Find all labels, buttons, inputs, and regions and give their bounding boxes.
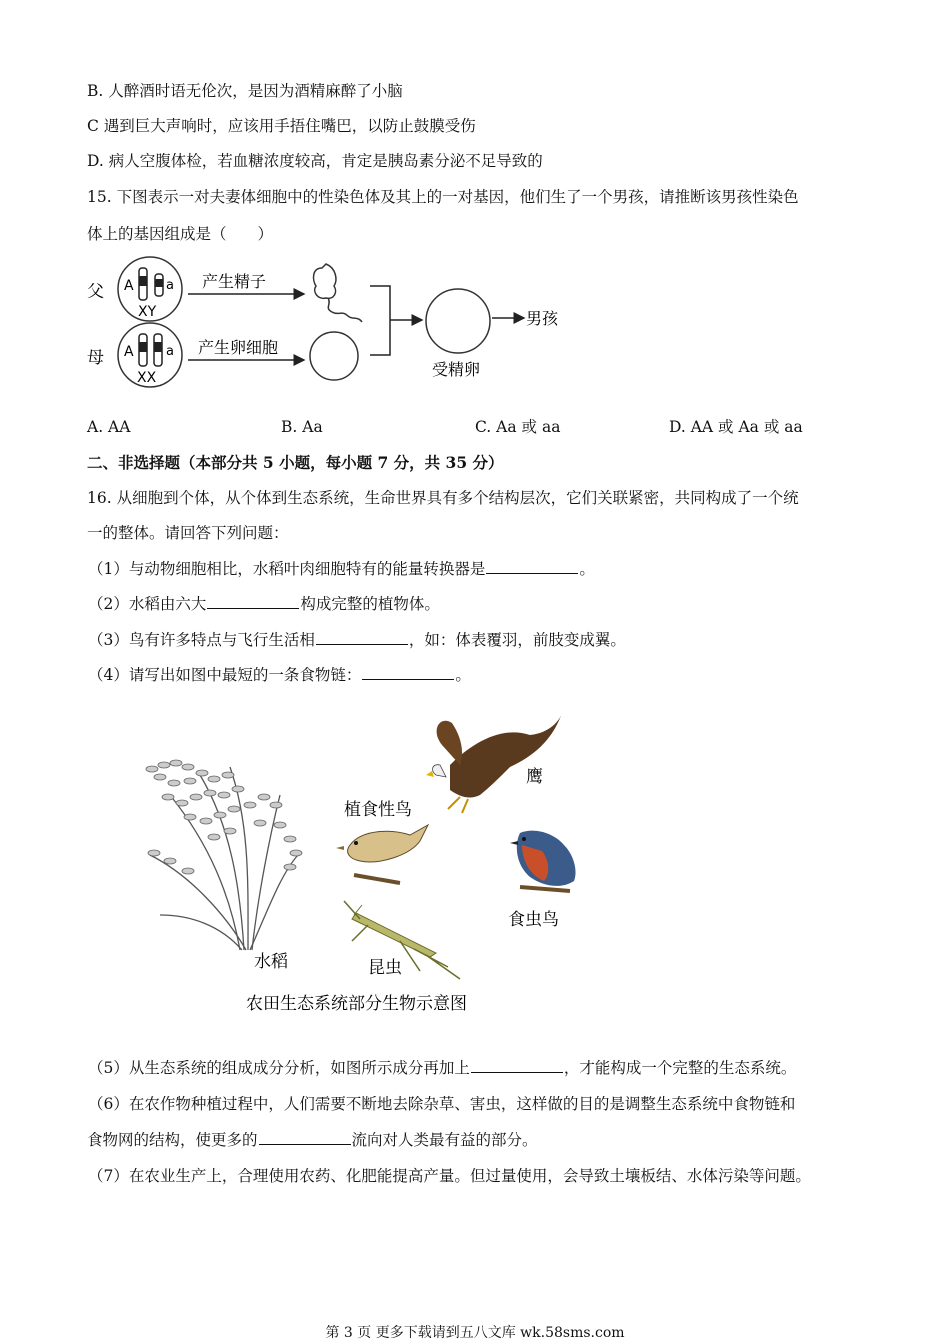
option-15-d: D. AA 或 Aa 或 aa xyxy=(669,418,803,436)
father-gene-small-a: a xyxy=(166,278,174,293)
figure-caption: 农田生态系统部分生物示意图 xyxy=(246,994,467,1014)
answer-blank-5[interactable] xyxy=(471,1058,563,1073)
option-15-b: B. Aa xyxy=(281,418,323,436)
question-16-part-4: （4）请写出如图中最短的一条食物链： 。 xyxy=(88,666,471,684)
option-15-a: A. AA xyxy=(87,418,131,436)
question-16-part-5: （5）从生态系统的组成成分分析，如图所示成分再加上 ，才能构成一个完整的生态系统。 xyxy=(88,1059,797,1077)
mother-label: 母 xyxy=(87,348,104,368)
father-label: 父 xyxy=(87,282,104,302)
mother-xx-label: XX xyxy=(137,370,157,386)
answer-blank-2[interactable] xyxy=(207,594,299,609)
question-15-line-2: 体上的基因组成是（ ） xyxy=(87,225,274,243)
father-gene-big-a: A xyxy=(124,278,134,294)
answer-blank-4[interactable] xyxy=(362,665,454,680)
option-d-line: D. 病人空腹体检，若血糖浓度较高，肯定是胰岛素分泌不足导致的 xyxy=(87,152,543,170)
question-16-line-1: 16. 从细胞到个体，从个体到生态系统，生命世界具有多个结构层次，它们关联紧密，共同构成了一个统 xyxy=(87,489,799,507)
rice-plant-icon xyxy=(146,760,302,950)
herbivorous-bird-icon xyxy=(336,825,428,883)
mother-gene-small-a: a xyxy=(166,344,174,359)
egg-arrow-label: 产生卵细胞 xyxy=(198,338,279,357)
option-b-line: B. 人醉酒时语无伦次，是因为酒精麻醉了小脑 xyxy=(87,82,403,100)
egg-cell-icon xyxy=(310,332,358,380)
answer-blank-3[interactable] xyxy=(316,630,408,645)
mother-gene-big-a: A xyxy=(124,344,134,360)
question-15-line-1: 15. 下图表示一对夫妻体细胞中的性染色体及其上的一对基因，他们生了一个男孩，请推断该男孩性染色 xyxy=(87,188,799,206)
zygote-cell-icon xyxy=(426,289,490,353)
question-16-part-1: （1）与动物细胞相比，水稻叶肉细胞特有的能量转换器是 。 xyxy=(88,560,595,578)
sperm-arrow-label: 产生精子 xyxy=(202,272,267,291)
farmland-ecosystem-figure xyxy=(130,705,590,1020)
question-16-part-2: （2）水稻由六大 构成完整的植物体。 xyxy=(88,595,440,613)
question-16-part-6-line-2: 食物网的结构，使更多的 流向对人类最有益的部分。 xyxy=(87,1131,538,1149)
insectivorous-bird-label: 食虫鸟 xyxy=(508,910,559,930)
eagle-icon xyxy=(426,713,562,813)
eagle-label: 鹰 xyxy=(526,767,543,787)
question-16-part-7: （7）在农业生产上，合理使用农药、化肥能提高产量。但过量使用，会导致土壤板结、水体污染等问题。 xyxy=(88,1167,811,1185)
answer-blank-6[interactable] xyxy=(259,1130,351,1145)
rice-label: 水稻 xyxy=(254,952,288,972)
question-16-line-2: 一的整体。请回答下列问题： xyxy=(87,524,289,542)
question-16-part-3: （3）鸟有许多特点与飞行生活相 ，如：体表覆羽，前肢变成翼。 xyxy=(88,631,626,649)
question-16-part-6-line-1: （6）在农作物种植过程中，人们需要不断地去除杂草、害虫，这样做的目的是调整生态系统中食物链和 xyxy=(88,1095,796,1113)
father-xy-label: XY xyxy=(138,304,157,320)
herbivorous-bird-label: 植食性鸟 xyxy=(344,800,412,820)
section-2-heading: 二、非选择题（本部分共 5 小题，每小题 7 分，共 35 分） xyxy=(87,453,504,472)
answer-blank-1[interactable] xyxy=(486,559,578,574)
boy-label: 男孩 xyxy=(526,309,559,328)
insect-label: 昆虫 xyxy=(368,958,402,978)
insect-icon xyxy=(344,901,460,979)
sperm-icon xyxy=(314,264,336,298)
page-footer: 第 3 页 更多下载请到五八文库 wk.58sms.com xyxy=(325,1325,625,1341)
heredity-diagram xyxy=(80,250,600,400)
zygote-label: 受精卵 xyxy=(432,360,481,379)
option-c-line: C 遇到巨大声响时，应该用手捂住嘴巴，以防止鼓膜受伤 xyxy=(87,117,476,135)
insectivorous-bird-icon xyxy=(510,831,582,913)
option-15-c: C. Aa 或 aa xyxy=(475,418,561,436)
